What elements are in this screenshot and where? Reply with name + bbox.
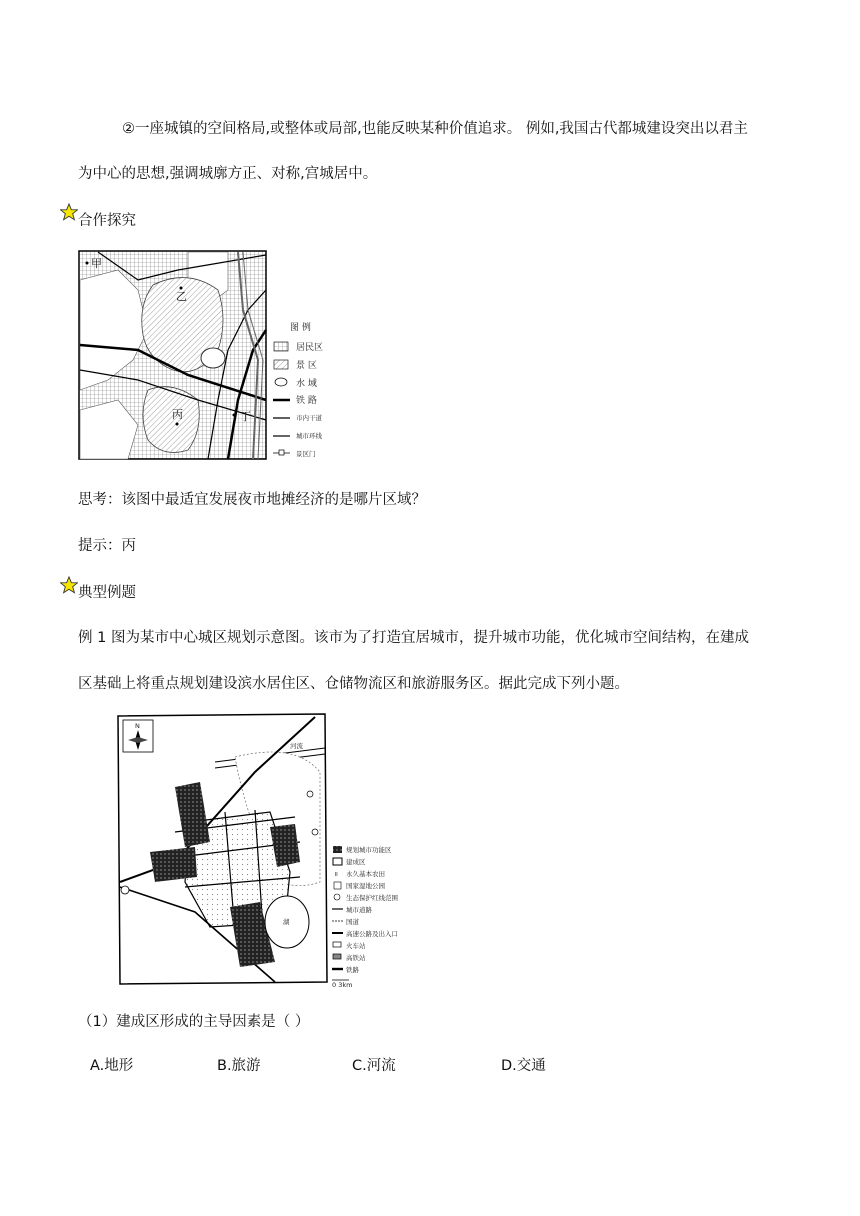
star-icon — [60, 576, 78, 594]
map2-legend-1: 建成区 — [346, 858, 366, 866]
map1-legend-0: 居民区 — [296, 343, 324, 353]
map1-label-ding: 丁 — [240, 410, 251, 423]
map2-north: N — [135, 722, 140, 730]
map2-legend-8: 火车站 — [346, 942, 366, 950]
option-d[interactable]: D.交通 — [501, 1058, 546, 1074]
map2-legend-5: 城市道路 — [346, 906, 372, 914]
map-figure-1 — [78, 250, 368, 462]
question-stem: （1）建成区形成的主导因素是（ ） — [78, 1014, 310, 1030]
map-figure-2 — [115, 712, 415, 988]
option-a[interactable]: A.地形 — [90, 1058, 134, 1074]
intro-line-2: 为中心的思想,强调城廓方正、对称,宫城居中。 — [78, 166, 378, 182]
map1-label-yi: 乙 — [176, 290, 187, 303]
map1-legend-1: 景 区 — [296, 361, 317, 371]
map2-legend-4: 生态保护红线范围 — [346, 894, 398, 902]
map2-legend-10: 铁路 — [346, 966, 359, 974]
map1-legend-3: 铁 路 — [296, 396, 317, 406]
map1-label-jia: 甲 — [91, 257, 102, 270]
svg-text:॥: ॥ — [334, 870, 338, 878]
map2-legend-2: 永久基本农田 — [346, 870, 385, 878]
map2-river: 河流 — [290, 742, 303, 750]
map2-legend-3: 国家湿地公园 — [346, 882, 385, 890]
map1-legend-2: 水 域 — [296, 379, 317, 389]
think-question: 思考：该图中最适宜发展夜市地摊经济的是哪片区域？ — [78, 492, 426, 508]
map2-legend-9: 高铁站 — [346, 954, 366, 962]
map2-scale: 0 3km — [332, 981, 353, 988]
map1-legend-6: 景区门 — [296, 450, 316, 458]
option-c[interactable]: C.河流 — [352, 1058, 396, 1074]
map2-lake: 湖 — [283, 918, 290, 926]
map1-legend-5: 城市环线 — [296, 432, 322, 440]
intro-line-1: ②一座城镇的空间格局,或整体或局部,也能反映某种价值追求。 例如,我国古代都城建设突出以君主 — [122, 121, 748, 137]
map1-label-bing: 丙 — [172, 408, 183, 421]
example-line-2: 区基础上将重点规划建设滨水居住区、仓储物流区和旅游服务区。据此完成下列小题。 — [78, 676, 629, 692]
option-b[interactable]: B.旅游 — [217, 1058, 261, 1074]
map2-legend-0: 规划城市功能区 — [346, 846, 392, 854]
section-heading-cooperative: 合作探究 — [78, 213, 136, 229]
map1-legend-title: 图 例 — [290, 323, 311, 333]
section-heading-examples: 典型例题 — [78, 585, 136, 601]
star-icon — [60, 203, 78, 221]
map1-legend-4: 市内干道 — [296, 414, 322, 422]
hint-answer: 提示：丙 — [78, 538, 136, 554]
map2-legend-7: 高速公路及出入口 — [346, 930, 398, 938]
map2-legend-6: 国道 — [346, 918, 359, 926]
example-line-1: 例 1 图为某市中心城区规划示意图。该市为了打造宜居城市，提升城市功能，优化城市空间结构，在建成 — [78, 630, 749, 646]
